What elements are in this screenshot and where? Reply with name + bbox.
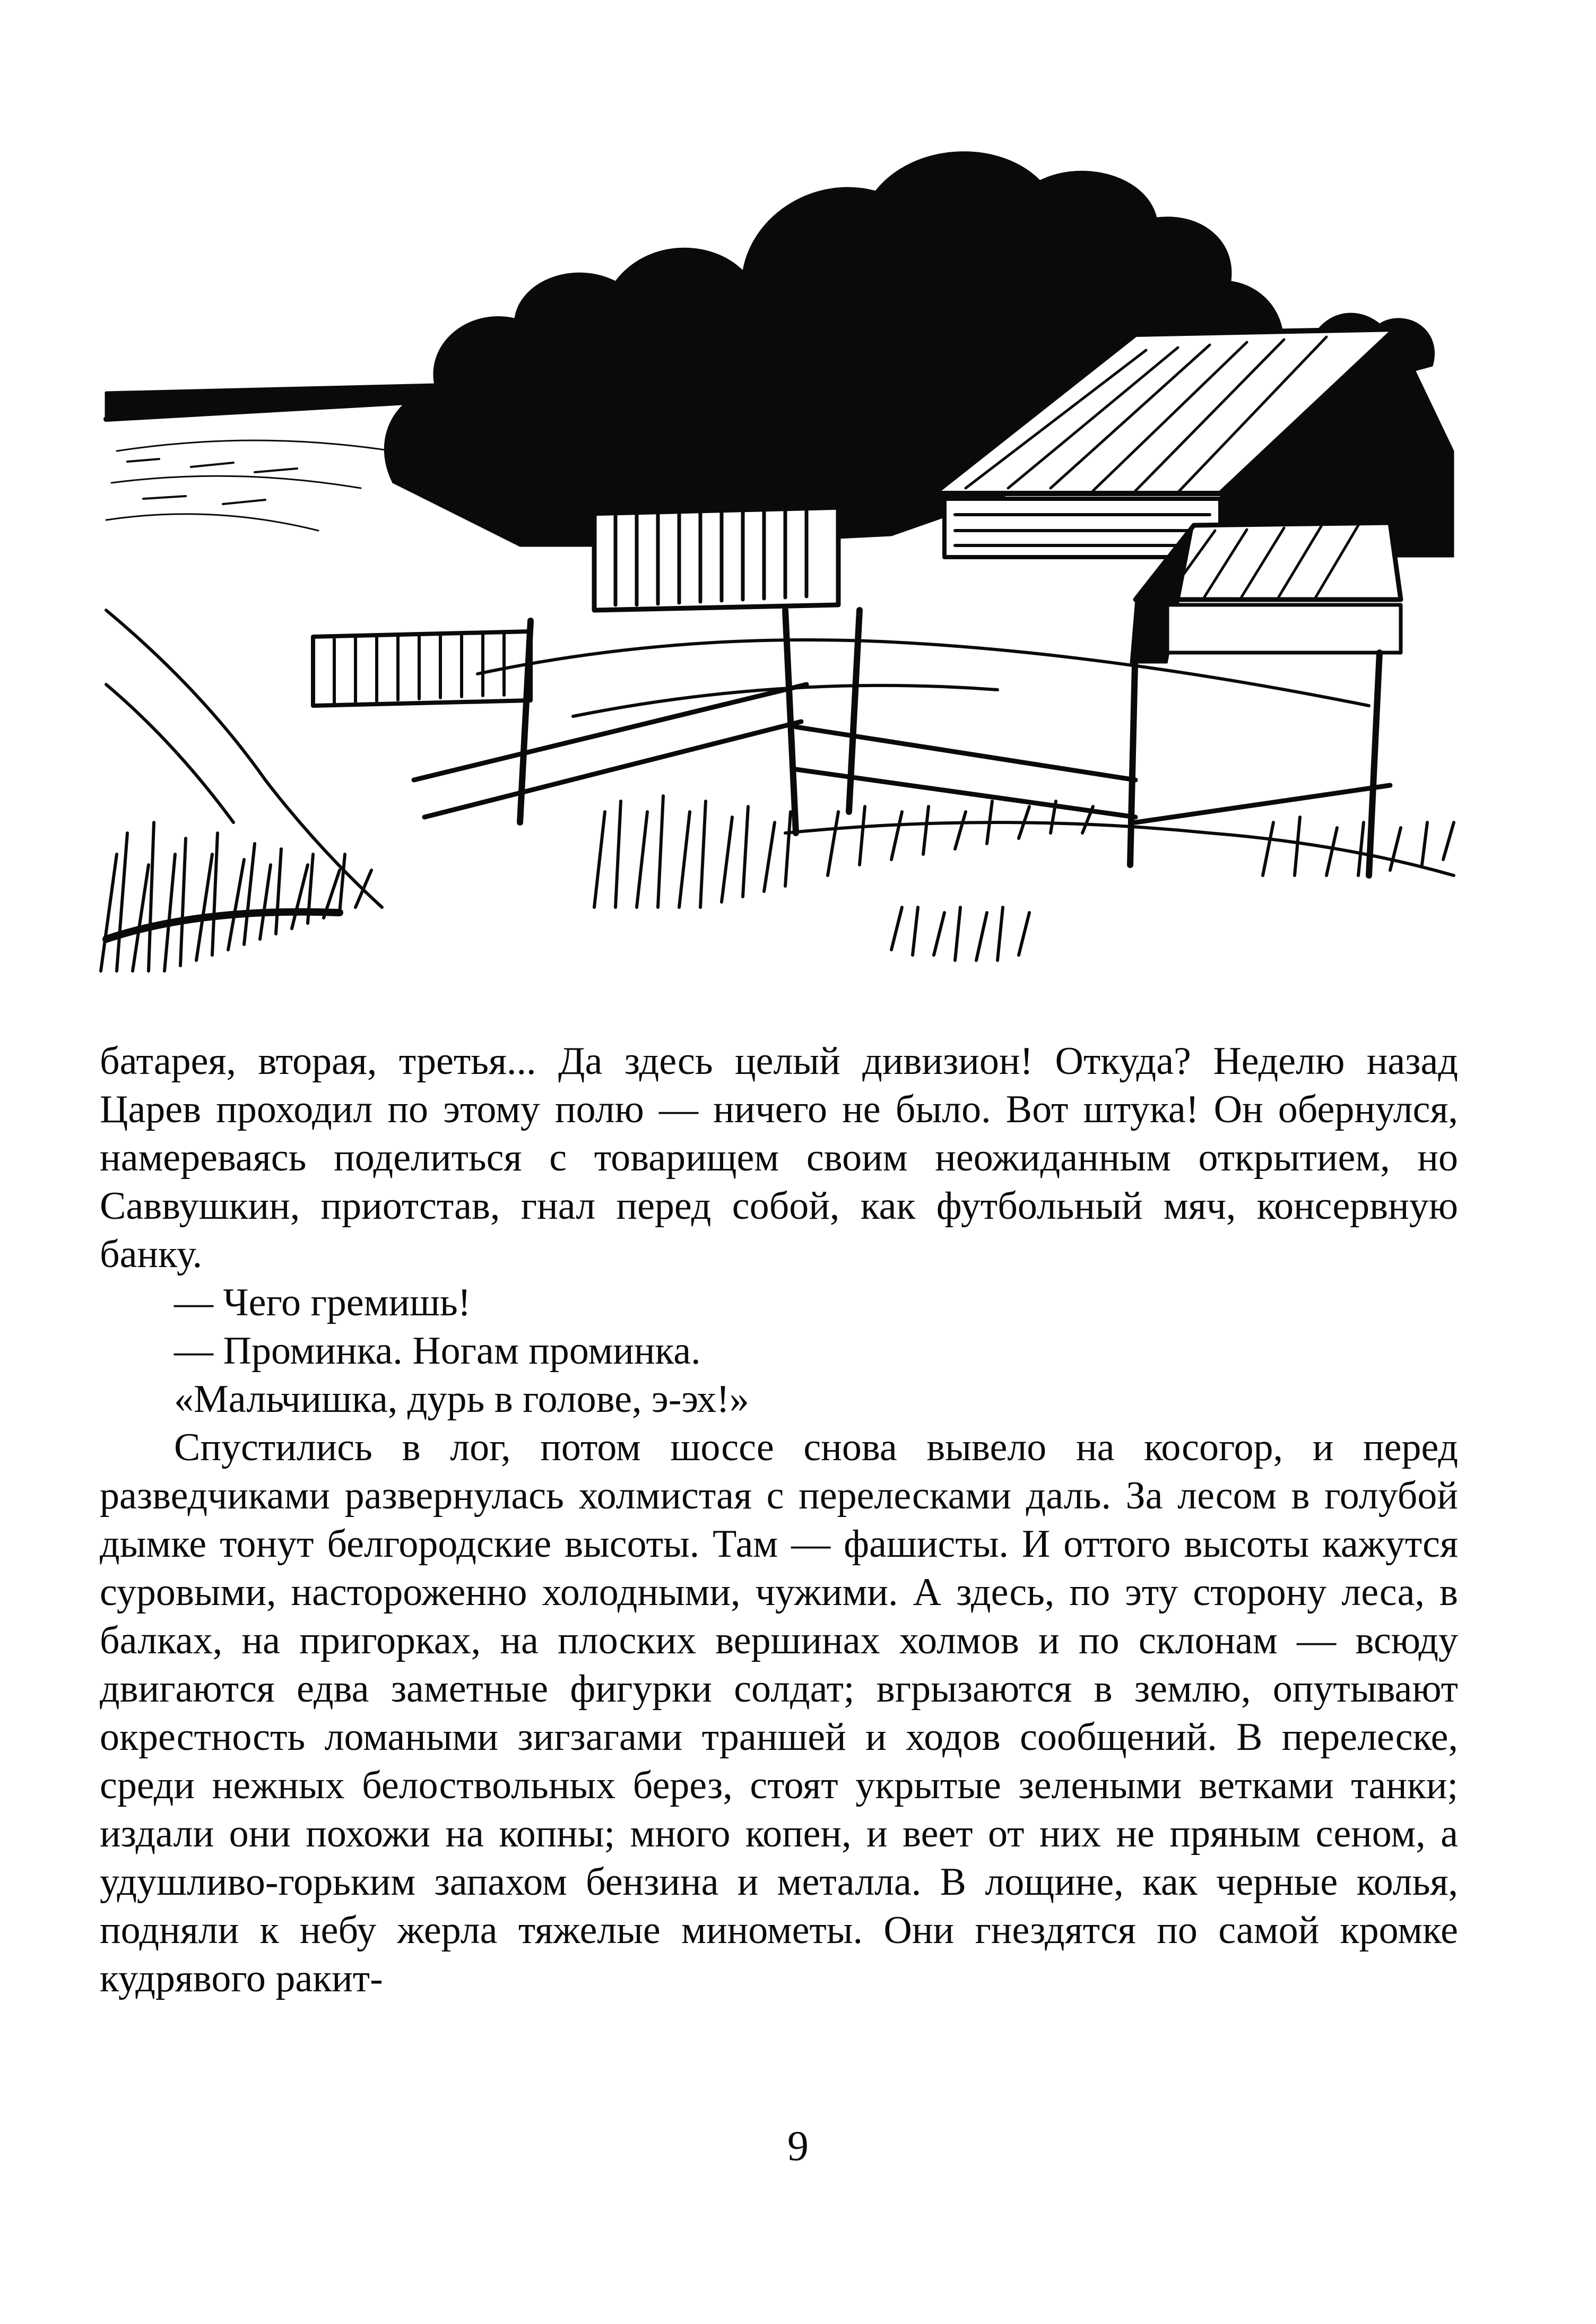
village-landscape-illustration: [96, 80, 1486, 982]
barn-middle: [589, 499, 844, 610]
paragraph: «Мальчишка, дурь в голове, э-эх!»: [174, 1377, 749, 1421]
paragraph: — Проминка. Ногам проминка.: [174, 1329, 701, 1373]
hillside: [106, 610, 1454, 907]
body-text: [100, 1037, 1458, 2003]
paragraph: Спустились в лог, потом шоссе снова вывело на косогор, и перед разведчиками развернулась холмистая с перелесками даль. За лесом в голубой дымке тонут белгородские высоты. Там — фашисты. И оттого высоты кажутся суровыми, настороженно холодными, чужими. А здесь, по эту сторону леса, в балках, на пригорках, на плоских вершинах холмов и по склонам — всюду двигаются едва заметные фигурки солдат; вгрызаются в землю, опутывают окрестность ломаными зигзагами траншей и ходов сообщений. В перелеске, среди нежных белоствольных берез, стоят укрытые зелеными ветками танки; издали они похожи на копны; много копен, и веет от них не пряным сеном, а удушливо-горьким запахом бензина и металла. В лощине, как черные колья, подняли к небу жерла тяжелые минометы. Они гнездятся по самой кромке кудрявого ракит-: [100, 1426, 1458, 2001]
paragraph: батарея, вторая, третья... Да здесь целый дивизион! Откуда? Неделю назад Царев проходил по этому полю — ничего не было. Вот штука! Он обернулся, намереваясь поделиться с товарищем своим неожиданным открытием, но Саввушкин, приотстав, гнал перед собой, как футбольный мяч, консервную банку.: [100, 1039, 1458, 1277]
grass-left: [101, 822, 371, 971]
page-number: 9: [787, 2123, 809, 2170]
paragraph: — Чего гремишь!: [174, 1281, 471, 1325]
grass-middle: [594, 796, 1093, 907]
